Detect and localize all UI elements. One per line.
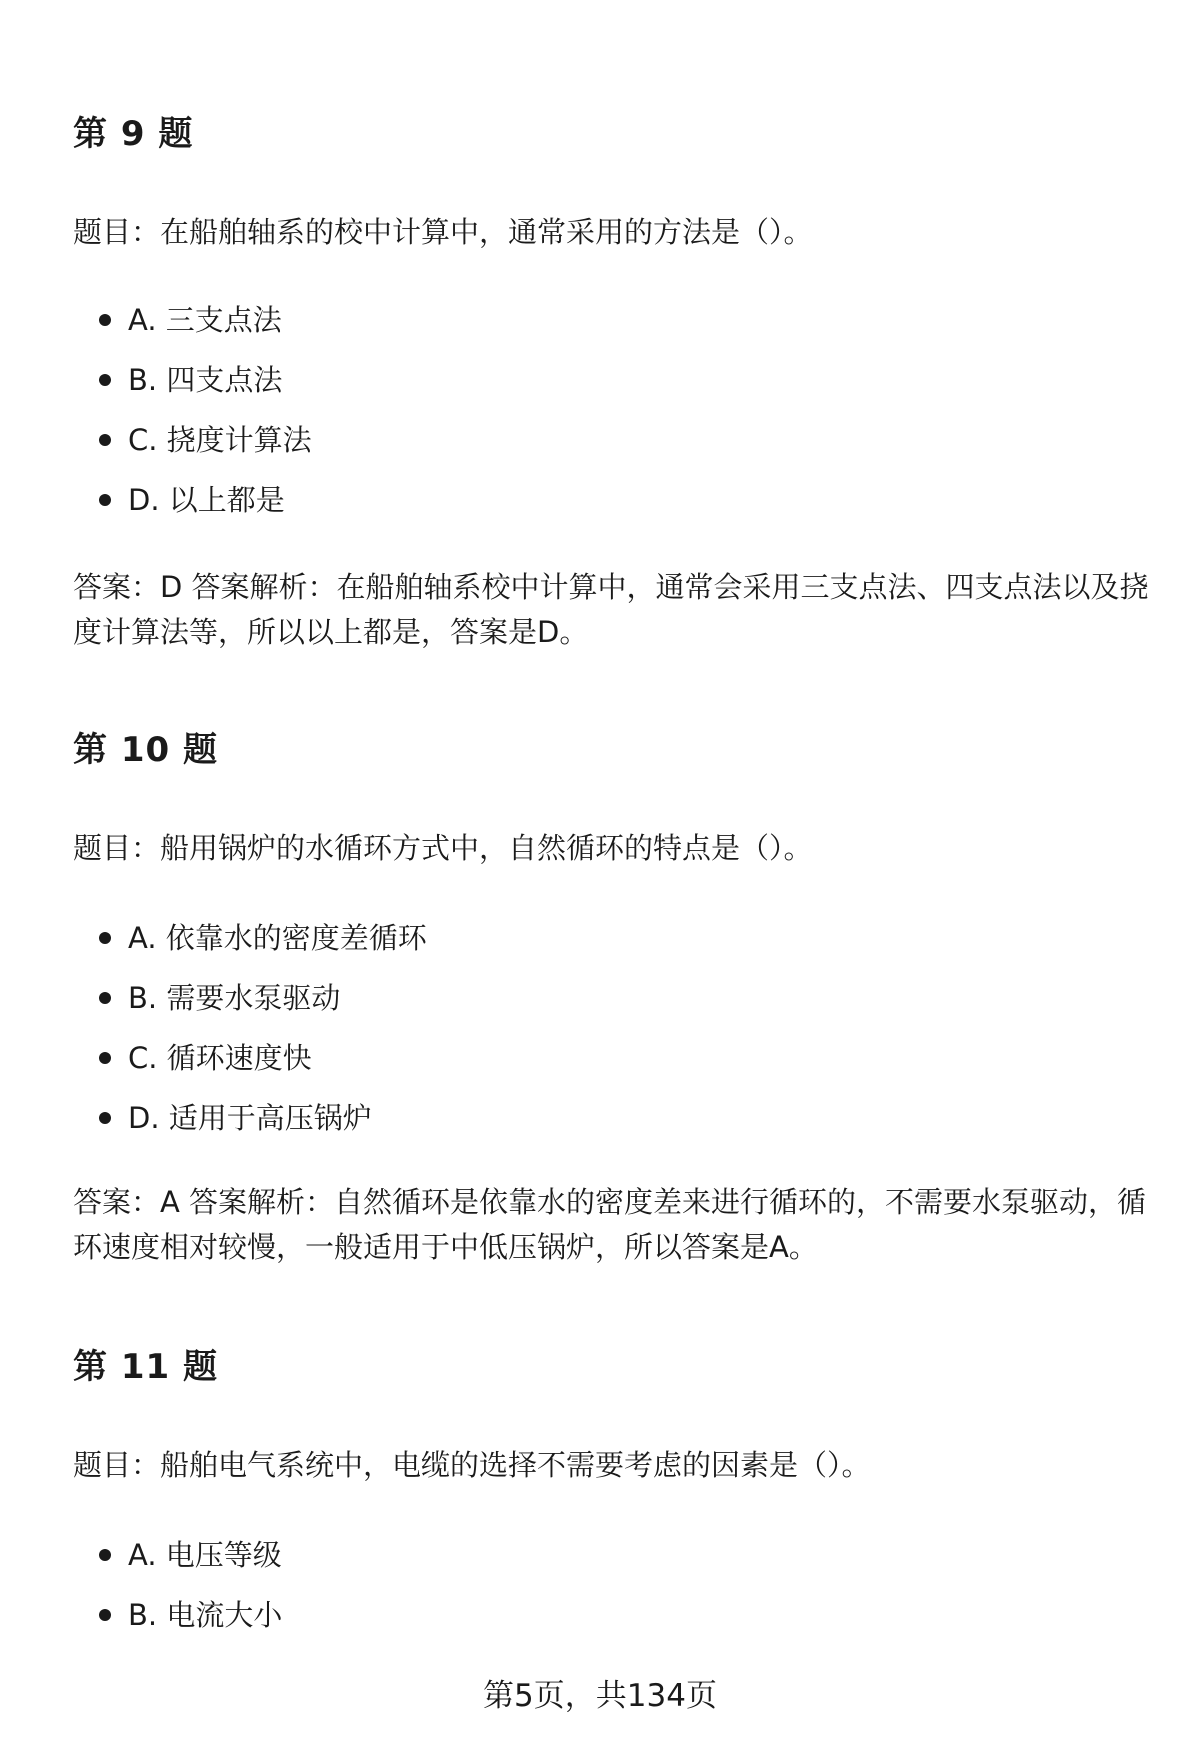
- bullet-icon: [99, 374, 111, 386]
- bullet-icon: [99, 1549, 111, 1561]
- option-list: [73, 918, 427, 1158]
- option-label: A. 电压等级: [128, 1538, 282, 1572]
- bullet-icon: [99, 314, 111, 326]
- answer-explanation: 答案：D 答案解析：在船舶轴系校中计算中，通常会采用三支点法、四支点法以及挠度计算法等，所以以上都是，答案是D。: [73, 570, 1149, 649]
- question-title: 第 10 题: [73, 730, 218, 770]
- option-label: D. 以上都是: [128, 483, 285, 517]
- option-label: A. 依靠水的密度差循环: [128, 921, 427, 955]
- option-list: [73, 1535, 282, 1655]
- option-label: C. 挠度计算法: [128, 423, 312, 457]
- bullet-icon: [99, 1052, 111, 1064]
- option-item: [73, 918, 427, 978]
- option-item: [73, 300, 312, 360]
- option-list: [73, 300, 312, 540]
- option-label: D. 适用于高压锅炉: [128, 1101, 372, 1135]
- option-label: B. 电流大小: [128, 1598, 283, 1632]
- bullet-icon: [99, 494, 111, 506]
- question-title: 第 11 题: [73, 1347, 218, 1387]
- option-item: [73, 420, 312, 480]
- option-label: A. 三支点法: [128, 303, 282, 337]
- option-label: B. 四支点法: [128, 363, 283, 397]
- option-item: [73, 1535, 282, 1595]
- option-label: C. 循环速度快: [128, 1041, 312, 1075]
- question-stem: 题目：船用锅炉的水循环方式中，自然循环的特点是（）。: [73, 831, 813, 865]
- option-item: [73, 1098, 427, 1158]
- page-number-footer: 第5页，共134页: [483, 1678, 717, 1714]
- option-item: [73, 480, 312, 540]
- option-item: [73, 1595, 282, 1655]
- answer-explanation: 答案：A 答案解析：自然循环是依靠水的密度差来进行循环的，不需要水泵驱动，循环速度相对较慢，一般适用于中低压锅炉，所以答案是A。: [73, 1185, 1147, 1264]
- bullet-icon: [99, 1609, 111, 1621]
- option-item: [73, 978, 427, 1038]
- option-item: [73, 360, 312, 420]
- option-item: [73, 1038, 427, 1098]
- option-label: B. 需要水泵驱动: [128, 981, 341, 1015]
- question-title: 第 9 题: [73, 114, 194, 154]
- question-stem: 题目：在船舶轴系的校中计算中，通常采用的方法是（）。: [73, 215, 813, 249]
- question-stem: 题目：船舶电气系统中，电缆的选择不需要考虑的因素是（）。: [73, 1448, 871, 1482]
- bullet-icon: [99, 932, 111, 944]
- bullet-icon: [99, 434, 111, 446]
- bullet-icon: [99, 992, 111, 1004]
- bullet-icon: [99, 1112, 111, 1124]
